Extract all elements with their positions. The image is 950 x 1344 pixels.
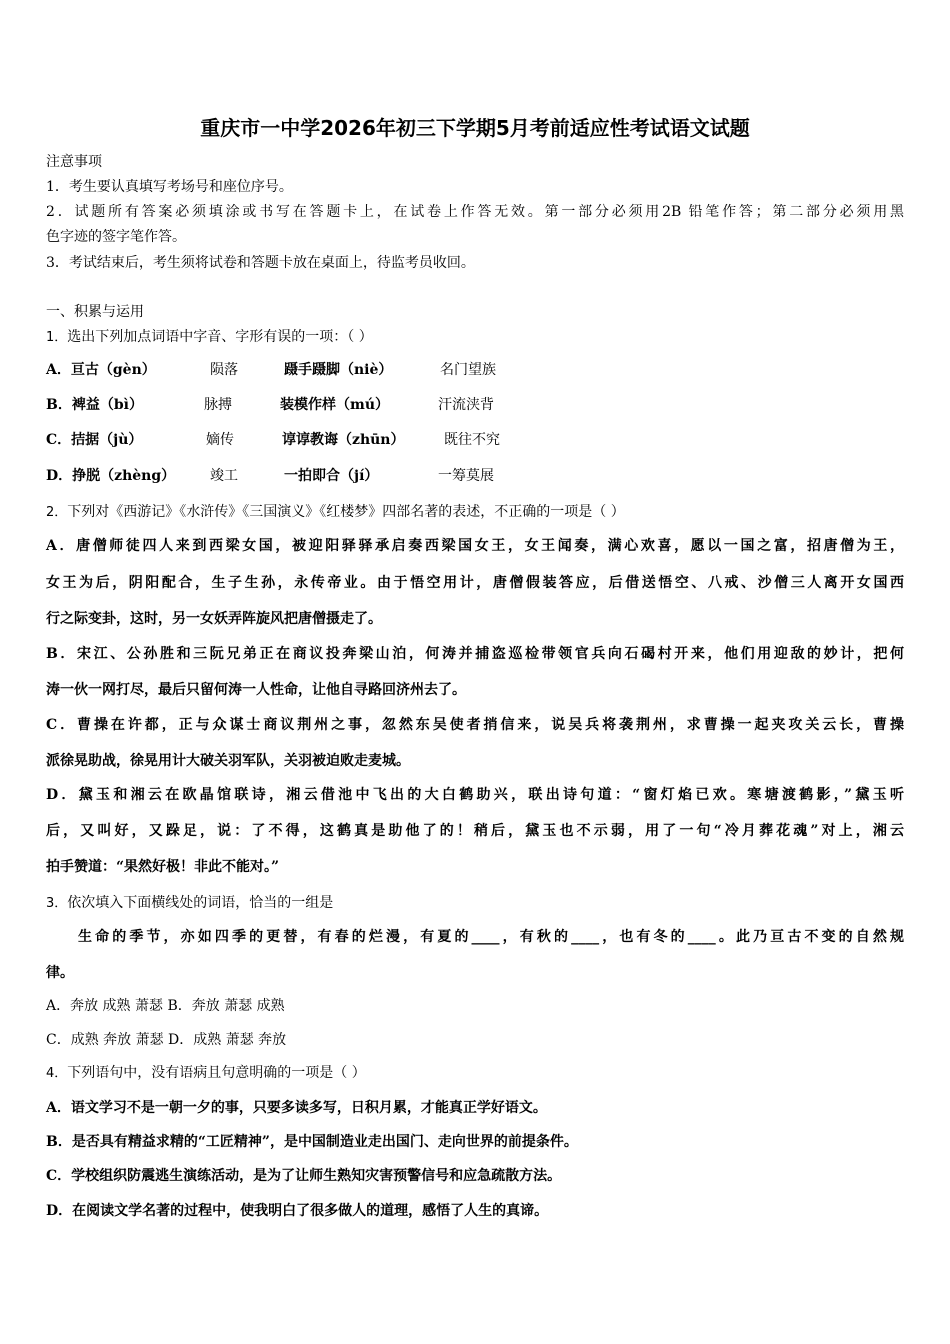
question-4 xyxy=(46,1064,366,1083)
question-number: 4． xyxy=(46,1066,68,1081)
exam-page: 重庆市一中学2026年初三下学期5月考前适应性考试语文试题 注意事项 1．考生要认真填写考场号和座位序号。 2．试题所有答案必须填涂或书写在答题卡上，在试卷上作答无效。第一部分必须用2B 铅笔作答；第二部分必须用黑 色字迹的签字笔作答。 3．考试结束后，考生须将试卷和答题卡放在桌面上，待监考员收回。 一、积累与运用 1．选出下列加点词语中字音、字形有误的一项：（ ） A．亘古（gèn） 陨落 蹑手蹑脚（niè） 名门望族 B．裨益（bì） 脉搏 装模作样（mú） 汗流浃背 C．拮据（jù） 嫡传 谆谆教诲（zhūn） 既往不究 D．挣脱（zhèng） 竣工 一拍即合（jí） 一筹莫展 2．下列对《西游记》《水浒传》《三国演义》《红楼梦》四部名著的表述，不正确的一项是（ ） A．唐僧师徒四人来到西梁女国，被迎阳驿驿承启奏西梁国女王，女王闻奏，满心欢喜，愿以一国之富，招唐僧为王， 女王为后，阴阳配合，生子生孙，永传帝业。由于悟空用计，唐僧假装答应，后借送悟空、八戒、沙僧三人离开女国西 行之际变卦，这时，另一女妖弄阵旋风把唐僧摄走了。 B．宋江、公孙胜和三阮兄弟正在商议投奔梁山泊，何涛并捕盗巡检带领官兵向石碣村开来，他们用迎敌的妙计，把何 涛一伙一网打尽，最后只留何涛一人性命，让他自寻路回济州去了。 C．曹操在许都，正与众谋士商议荆州之事，忽然东吴使者捎信来，说吴兵将袭荆州，求曹操一起夹攻关云长，曹操 派徐晃助战，徐晃用计大破关羽军队，关羽被迫败走麦城。 D．黛玉和湘云在欧晶馆联诗，湘云借池中飞出的大白鹤助兴，联出诗句道：“窗灯焰已欢。寒塘渡鹤影，”黛玉听 后，又叫好，又跺足，说：了不得，这鹤真是助他了的！稍后，黛玉也不示弱，用了一句“冷月葬花魂”对上，湘云 拍手赞道：“果然好极！非此不能对。” 3．依次填入下面横线处的词语，恰当的一组是 生命的季节，亦如四季的更替，有春的烂漫，有夏的____，有秋的____，也有冬的____。此乃亘古不变的自然规 律。 A．奔放 成熟 萧瑟 B．奔放 萧瑟 成熟 C．成熟 奔放 萧瑟 D．成熟 萧瑟 奔放 4．下列语句中，没有语病且句意明确的一项是（ ） A．语文学习不是一朝一夕的事，只要多读多写，日积月累，才能真正学好语文。 B．是否具有精益求精的“工匠精神”，是中国制造业走出国门、走向世界的前提条件。 C．学校组织防震逃生演练活动，是为了让师生熟知灾害预警信号和应急疏散方法。 D．在阅读文学名著的过程中，使我明白了很多做人的道理，感悟了人生的真谛。 xyxy=(0,0,950,1344)
q4-option-c: C．学校组织防震逃生演练活动，是为了让师生熟知灾害预警信号和应急疏散方法。 xyxy=(46,1168,562,1184)
question-3 xyxy=(46,894,333,913)
q3-options: C．成熟 奔放 萧瑟 D．成熟 萧瑟 奔放 xyxy=(46,1032,287,1048)
exam-title: 重庆市一中学2026年初三下学期5月考前适应性考试语文试题 xyxy=(200,116,750,140)
q2-text-line: 涛一伙一网打尽，最后只留何涛一人性命，让他自寻路回济州去了。 xyxy=(46,682,466,698)
q2-text-line: 派徐晃助战，徐晃用计大破关羽军队，关羽被迫败走麦城。 xyxy=(46,753,410,769)
notice-item: 2．试题所有答案必须填涂或书写在答题卡上，在试卷上作答无效。第一部分必须用2B 铅笔作答；第二部分必须用黑 xyxy=(46,204,904,220)
question-number: 3． xyxy=(46,896,68,911)
q2-text-line: B．宋江、公孙胜和三阮兄弟正在商议投奔梁山泊，何涛并捕盗巡检带领官兵向石碣村开来，他们用迎敌的妙计，把何 xyxy=(46,646,904,662)
question-number: 1． xyxy=(46,330,68,345)
question-2 xyxy=(46,503,625,522)
notice-item: 1．考生要认真填写考场号和座位序号。 xyxy=(46,179,293,195)
q2-text-line: 女王为后，阴阳配合，生子生孙，永传帝业。由于悟空用计，唐僧假装答应，后借送悟空、八戒、沙僧三人离开女国西 xyxy=(46,575,904,591)
q3-passage: 律。 xyxy=(46,965,74,981)
question-stem: 下列语句中，没有语病且句意明确的一项是（ ） xyxy=(67,1065,366,1081)
q3-passage: 生命的季节，亦如四季的更替，有春的烂漫，有夏的____，有秋的____，也有冬的____。此乃亘古不变的自然规 xyxy=(78,929,904,945)
q4-option-b: B．是否具有精益求精的“工匠精神”，是中国制造业走出国门、走向世界的前提条件。 xyxy=(46,1134,578,1150)
notice-heading: 注意事项 xyxy=(46,154,102,170)
q2-text-line: 后，又叫好，又跺足，说：了不得，这鹤真是助他了的！稍后，黛玉也不示弱，用了一句“冷月葬花魂”对上，湘云 xyxy=(46,823,904,839)
q2-text-line: A．唐僧师徒四人来到西梁女国，被迎阳驿驿承启奏西梁国女王，女王闻奏，满心欢喜，愿以一国之富，招唐僧为王， xyxy=(46,538,904,554)
q2-text-line: D．黛玉和湘云在欧晶馆联诗，湘云借池中飞出的大白鹤助兴，联出诗句道：“窗灯焰已欢。寒塘渡鹤影，”黛玉听 xyxy=(46,787,904,803)
q2-text-line: 拍手赞道：“果然好极！非此不能对。” xyxy=(46,859,280,875)
question-stem: 选出下列加点词语中字音、字形有误的一项：（ ） xyxy=(67,329,373,345)
notice-item: 色字迹的签字笔作答。 xyxy=(46,229,186,245)
q4-option-a: A．语文学习不是一朝一夕的事，只要多读多写，日积月累，才能真正学好语文。 xyxy=(46,1100,547,1116)
q4-option-d: D．在阅读文学名著的过程中，使我明白了很多做人的道理，感悟了人生的真谛。 xyxy=(46,1203,549,1219)
q3-options: A．奔放 成熟 萧瑟 B．奔放 萧瑟 成熟 xyxy=(46,998,285,1014)
notice-item: 3．考试结束后，考生须将试卷和答题卡放在桌面上，待监考员收回。 xyxy=(46,255,475,271)
question-stem: 依次填入下面横线处的词语，恰当的一组是 xyxy=(67,895,334,911)
q2-text-line: C．曹操在许都，正与众谋士商议荆州之事，忽然东吴使者捎信来，说吴兵将袭荆州，求曹操一起夹攻关云长，曹操 xyxy=(46,717,904,733)
question-number: 2． xyxy=(46,505,68,520)
section-heading: 一、积累与运用 xyxy=(46,304,144,320)
question-1 xyxy=(46,328,373,347)
question-stem: 下列对《西游记》《水浒传》《三国演义》《红楼梦》四部名著的表述，不正确的一项是（ ） xyxy=(67,504,625,520)
q2-text-line: 行之际变卦，这时，另一女妖弄阵旋风把唐僧摄走了。 xyxy=(46,611,382,627)
